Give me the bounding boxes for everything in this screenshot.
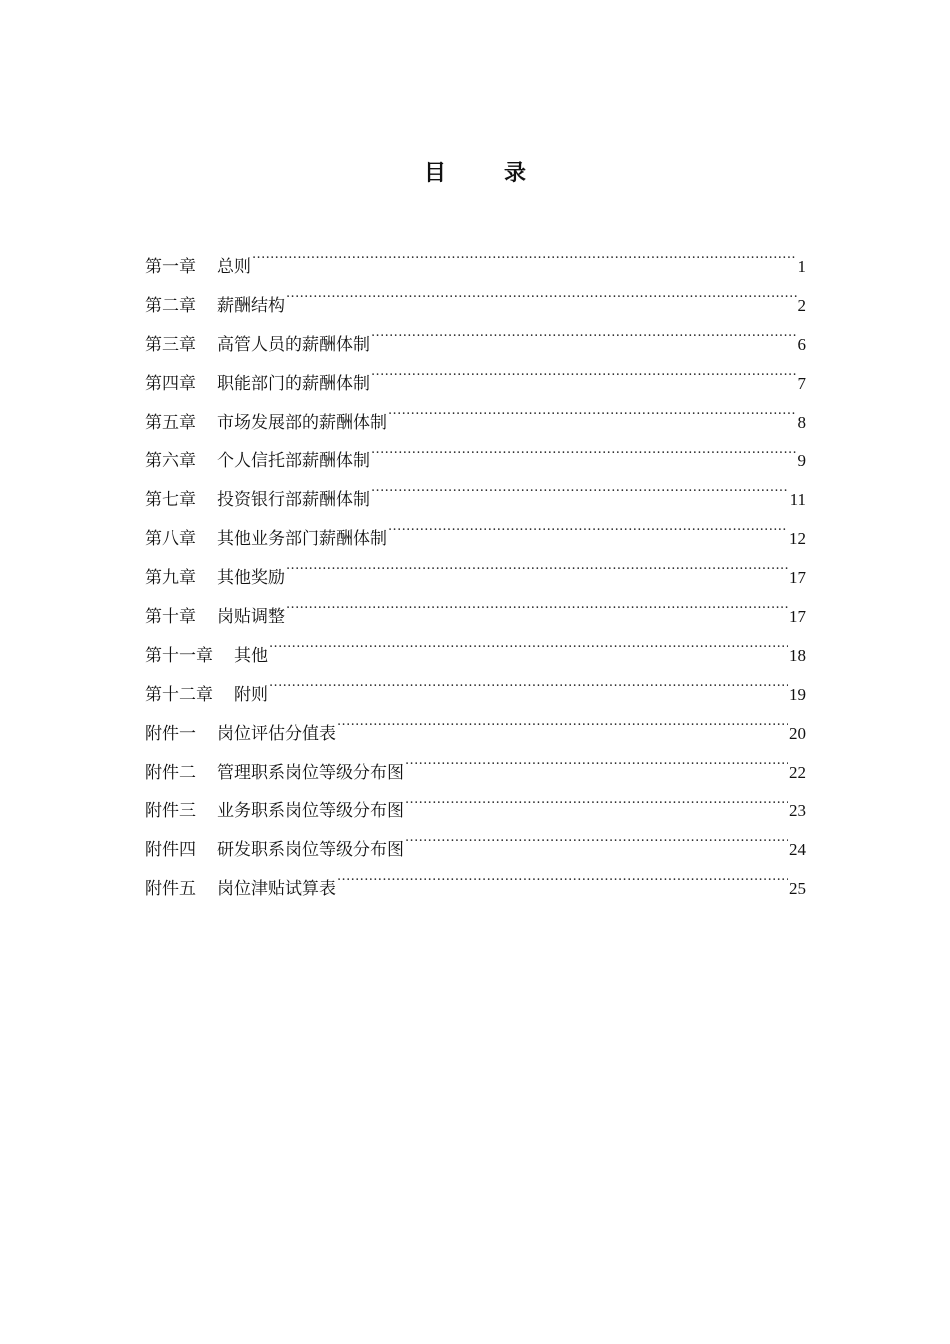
toc-entry-number: 附件二 [145,762,196,783]
toc-dot-leader [371,333,797,350]
toc-entry-title: 岗贴调整 [217,607,285,628]
toc-dot-leader [286,294,797,311]
toc-entry-page: 25 [789,879,806,899]
toc-entry-number: 附件一 [145,723,196,744]
toc-entry-page: 19 [789,684,806,704]
toc-dot-leader [405,761,788,778]
toc-entry-title: 附则 [234,684,268,705]
toc-entry-title: 高管人员的薪酬体制 [217,334,370,355]
toc-dot-leader [405,799,788,816]
toc-entry-title: 总则 [217,257,251,277]
toc-entry[interactable] [145,637,806,676]
toc-dot-leader [405,838,788,855]
toc-entry-number: 第九章 [145,568,196,589]
toc-entry-page: 17 [789,607,806,627]
toc-dot-leader [371,449,797,466]
toc-entry[interactable] [145,365,806,404]
toc-entry[interactable] [145,598,806,637]
toc-entry-number: 附件四 [145,840,196,861]
toc-entry-title: 岗位津贴试算表 [217,879,336,900]
toc-entry-page: 18 [789,645,806,665]
toc-entry-number: 第十一章 [145,645,213,666]
toc-entry-title: 研发职系岗位等级分布图 [217,840,404,861]
toc-entry-title: 薪酬结构 [217,295,285,316]
toc-dot-leader [286,566,788,583]
toc-entry-title: 市场发展部的薪酬体制 [217,412,387,433]
toc-entry-page: 17 [789,568,806,588]
toc-entry[interactable] [145,481,806,520]
toc-entry-page: 11 [789,490,806,510]
toc-entry[interactable] [145,870,806,909]
toc-entry[interactable] [145,559,806,598]
toc-entry-page: 23 [789,801,806,821]
toc-entry-number: 第七章 [145,490,196,511]
toc-entry-number: 第一章 [145,257,196,277]
toc-dot-leader [269,683,788,700]
toc-entry-number: 附件五 [145,879,196,900]
toc-dot-leader [371,488,789,505]
toc-dot-leader [269,644,788,661]
toc-entry-page: 6 [797,334,806,354]
toc-entry-title: 其他 [234,645,268,666]
toc-entry-page: 22 [789,762,806,782]
toc-entry[interactable] [145,792,806,831]
toc-dot-leader [371,372,797,389]
toc-entry-title: 业务职系岗位等级分布图 [217,801,404,822]
toc-entry-number: 第二章 [145,295,196,316]
toc-entry-title: 投资银行部薪酬体制 [217,490,370,511]
toc-title: 目 录 [423,160,544,186]
toc-entry[interactable] [145,831,806,870]
toc-entry-number: 第四章 [145,373,196,394]
toc-entry[interactable] [145,676,806,715]
toc-dot-leader [337,722,788,739]
toc-entry[interactable] [145,520,806,559]
toc-entry-number: 第三章 [145,334,196,355]
toc-entry-title: 其他业务部门薪酬体制 [217,529,387,550]
toc-entry[interactable] [145,754,806,793]
toc-entry-number: 第十二章 [145,684,213,705]
toc-entry-page: 8 [797,412,806,432]
toc-dot-leader [286,605,788,622]
toc-entry-page: 12 [789,529,806,549]
toc-entry[interactable] [145,326,806,365]
toc-entry-page: 2 [797,295,806,315]
toc-entry-number: 附件三 [145,801,196,822]
toc-entry[interactable] [145,442,806,481]
toc-entry-title: 职能部门的薪酬体制 [217,373,370,394]
toc-list [145,248,806,909]
toc-dot-leader [337,877,788,894]
toc-entry-page: 1 [797,257,806,276]
toc-entry-number: 第六章 [145,451,196,472]
toc-entry-page: 7 [797,373,806,393]
toc-entry[interactable] [145,404,806,443]
toc-entry-title: 其他奖励 [217,568,285,589]
toc-entry-number: 第十章 [145,607,196,628]
toc-entry-number: 第五章 [145,412,196,433]
toc-entry[interactable] [145,287,806,326]
toc-entry-page: 20 [789,723,806,743]
toc-dot-leader [252,255,797,272]
toc-entry-title: 岗位评估分值表 [217,723,336,744]
toc-entry[interactable] [145,248,806,287]
toc-dot-leader [388,411,797,428]
toc-entry[interactable] [145,715,806,754]
toc-entry-number: 第八章 [145,529,196,550]
toc-entry-page: 24 [789,840,806,860]
toc-entry-title: 个人信托部薪酬体制 [217,451,370,472]
toc-dot-leader [388,527,788,544]
toc-entry-page: 9 [797,451,806,471]
toc-entry-title: 管理职系岗位等级分布图 [217,762,404,783]
